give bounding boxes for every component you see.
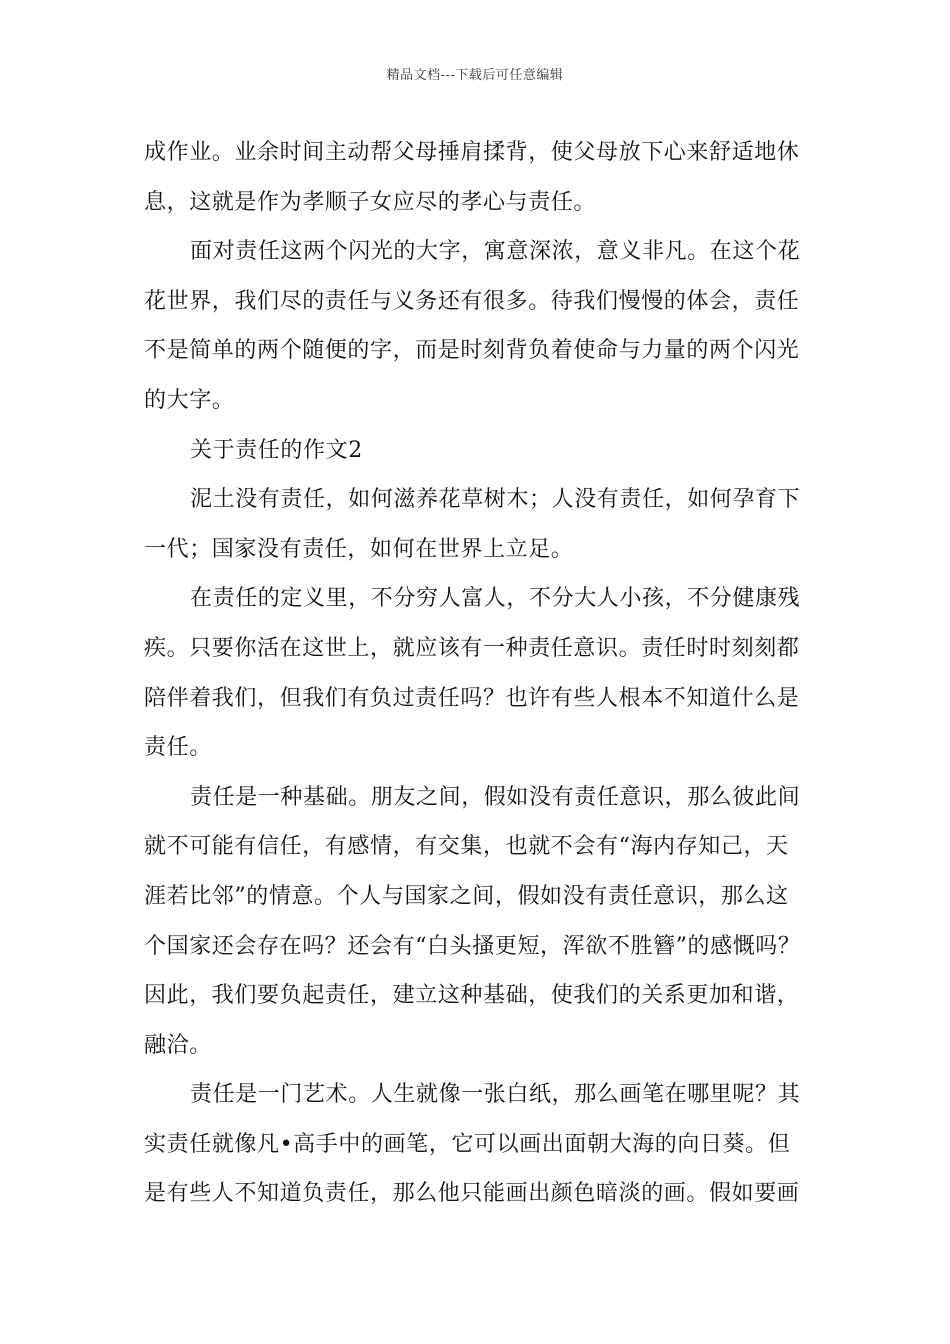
text-line: 不是简单的两个随便的字，而是时刻背负着使命与力量的两个闪光 bbox=[144, 338, 800, 364]
page-header: 精品文档---下载后可任意编辑 bbox=[386, 68, 564, 83]
text-line: 关于责任的作文2 bbox=[190, 437, 363, 463]
text-line: 在责任的定义里，不分穷人富人，不分大人小孩，不分健康残 bbox=[190, 586, 801, 612]
text-line: 是有些人不知道负责任，那么他只能画出颜色暗淡的画。假如要画 bbox=[144, 1181, 800, 1207]
text-line: 就不可能有信任，有感情，有交集，也就不会有“海内存知己，天 bbox=[144, 834, 789, 860]
text-line: 息，这就是作为孝顺子女应尽的孝心与责任。 bbox=[144, 189, 597, 215]
text-line: 疾。只要你活在这世上，就应该有一种责任意识。责任时时刻刻都 bbox=[144, 635, 800, 661]
text-line: 成作业。业余时间主动帮父母捶肩揉背，使父母放下心来舒适地休 bbox=[144, 140, 800, 165]
text-line: 实责任就像凡•高手中的画笔，它可以画出面朝大海的向日葵。但 bbox=[144, 1131, 791, 1157]
text-line: 责任。 bbox=[144, 735, 212, 761]
text-line: 花世界，我们尽的责任与义务还有很多。待我们慢慢的体会，责任 bbox=[144, 288, 800, 314]
text-line: 因此，我们要负起责任，建立这种基础，使我们的关系更加和谐， bbox=[144, 983, 800, 1009]
text-line: 陪伴着我们，但我们有负过责任吗？也许有些人根本不知道什么是 bbox=[144, 685, 800, 711]
text-line: 的大字。 bbox=[144, 387, 235, 413]
text-line: 个国家还会存在吗？还会有“白头搔更短，浑欲不胜簪”的感慨吗？ bbox=[144, 933, 801, 959]
text-line: 涯若比邻”的情意。个人与国家之间，假如没有责任意识，那么这 bbox=[144, 883, 789, 909]
text-line: 一代；国家没有责任，如何在世界上立足。 bbox=[144, 536, 574, 562]
text-line: 面对责任这两个闪光的大字，寓意深浓，意义非凡。在这个花 bbox=[190, 239, 801, 265]
text-line: 责任是一种基础。朋友之间，假如没有责任意识，那么彼此间 bbox=[190, 784, 801, 810]
text-line: 融洽。 bbox=[144, 1032, 212, 1058]
text-line: 泥土没有责任，如何滋养花草树木；人没有责任，如何孕育下 bbox=[190, 487, 801, 513]
document-body bbox=[144, 128, 809, 1219]
text-line: 责任是一门艺术。人生就像一张白纸，那么画笔在哪里呢？其 bbox=[190, 1082, 801, 1108]
